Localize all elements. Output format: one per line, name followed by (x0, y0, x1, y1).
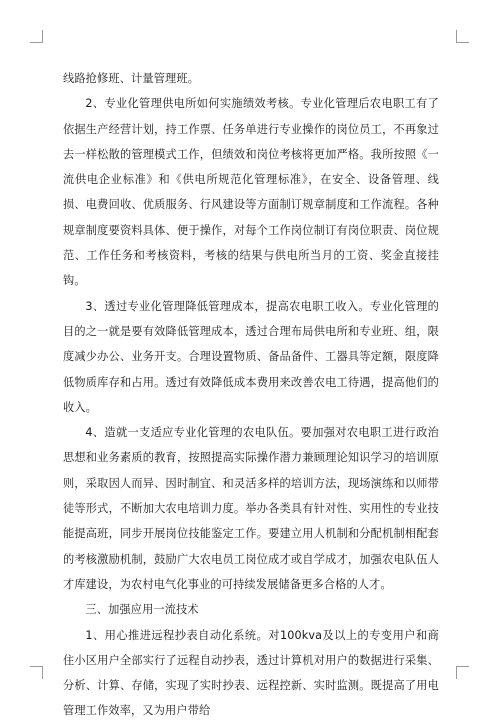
crop-mark-top-left (30, 30, 43, 43)
crop-mark-bottom-right (456, 666, 469, 679)
paragraph-performance-assessment: 2、专业化管理供电所如何实施绩效考核。专业化管理后农电职工有了依据生产经营计划，持工作票、任务单进行专业操作的岗位员工，不再象过去一样松散的管理模式工作，但绩效和岗位考核将更加严格。我所按照《一流供电企业标准》和《供电所规范化管理标准》，在安全、设备管理、线损、电费回收、优质服务、行风建设等方面制订规章制度和工作流程。各种规章制度要资料具体、便于操作，对每个工作岗位制订有岗位职责、岗位规范、工作任务和考核资料，考核的结果与供电所当月的工资、奖金直接挂钩。 (63, 97, 439, 288)
crop-mark-top-right (456, 30, 469, 43)
paragraph-workforce-training: 4、造就一支适应专业化管理的农电队伍。要加强对农电职工进行政治思想和业务素质的教育，按照提高实际操作潜力兼顾理论知识学习的培训原则，采取因人而异、因时制宜、和灵活多样的培训方法，现场演练和以师带徒等形式，不断加大农电培训力度。举办各类具有针对性、实用性的专业技能提高班，同步开展岗位技能鉴定工作。要建立用人机制和分配机制相配套的考核激励机制，鼓励广大农电员工岗位成才或自学成才，加强农电队伍人才库建设，为农村电气化事业的可持续发展储备更多合格的人才。 (63, 426, 439, 591)
section-heading-technology: 三、加强应用一流技术 (85, 603, 199, 617)
document-body (63, 66, 439, 724)
paragraph-continuation: 线路抢修班、计量管理班。 (63, 72, 200, 85)
paragraph-reduce-cost: 3、透过专业化管理降低管理成本，提高农电职工收入。专业化管理的目的之一就是要有效降低管理成本，透过合理布局供电所和专业班、组，限度减少办公、业务开支。合理设置物质、备品备件、工器具等定额，限度降低物质库存和占用。透过有效降低成本费用来改善农电工待遇，提高他们的收入。 (63, 299, 439, 414)
paragraph-remote-metering: 1、用心推进远程抄表自动化系统。对100kva及以上的专变用户和商住小区用户全部实行了远程自动抄表，透过计算机对用户的数据进行采集、分析、计算、存储，实现了实时抄表、远程控新、实时监测。既提高了用电管理工作效率，又为用户带给 (63, 628, 439, 718)
crop-mark-bottom-left (30, 666, 43, 679)
